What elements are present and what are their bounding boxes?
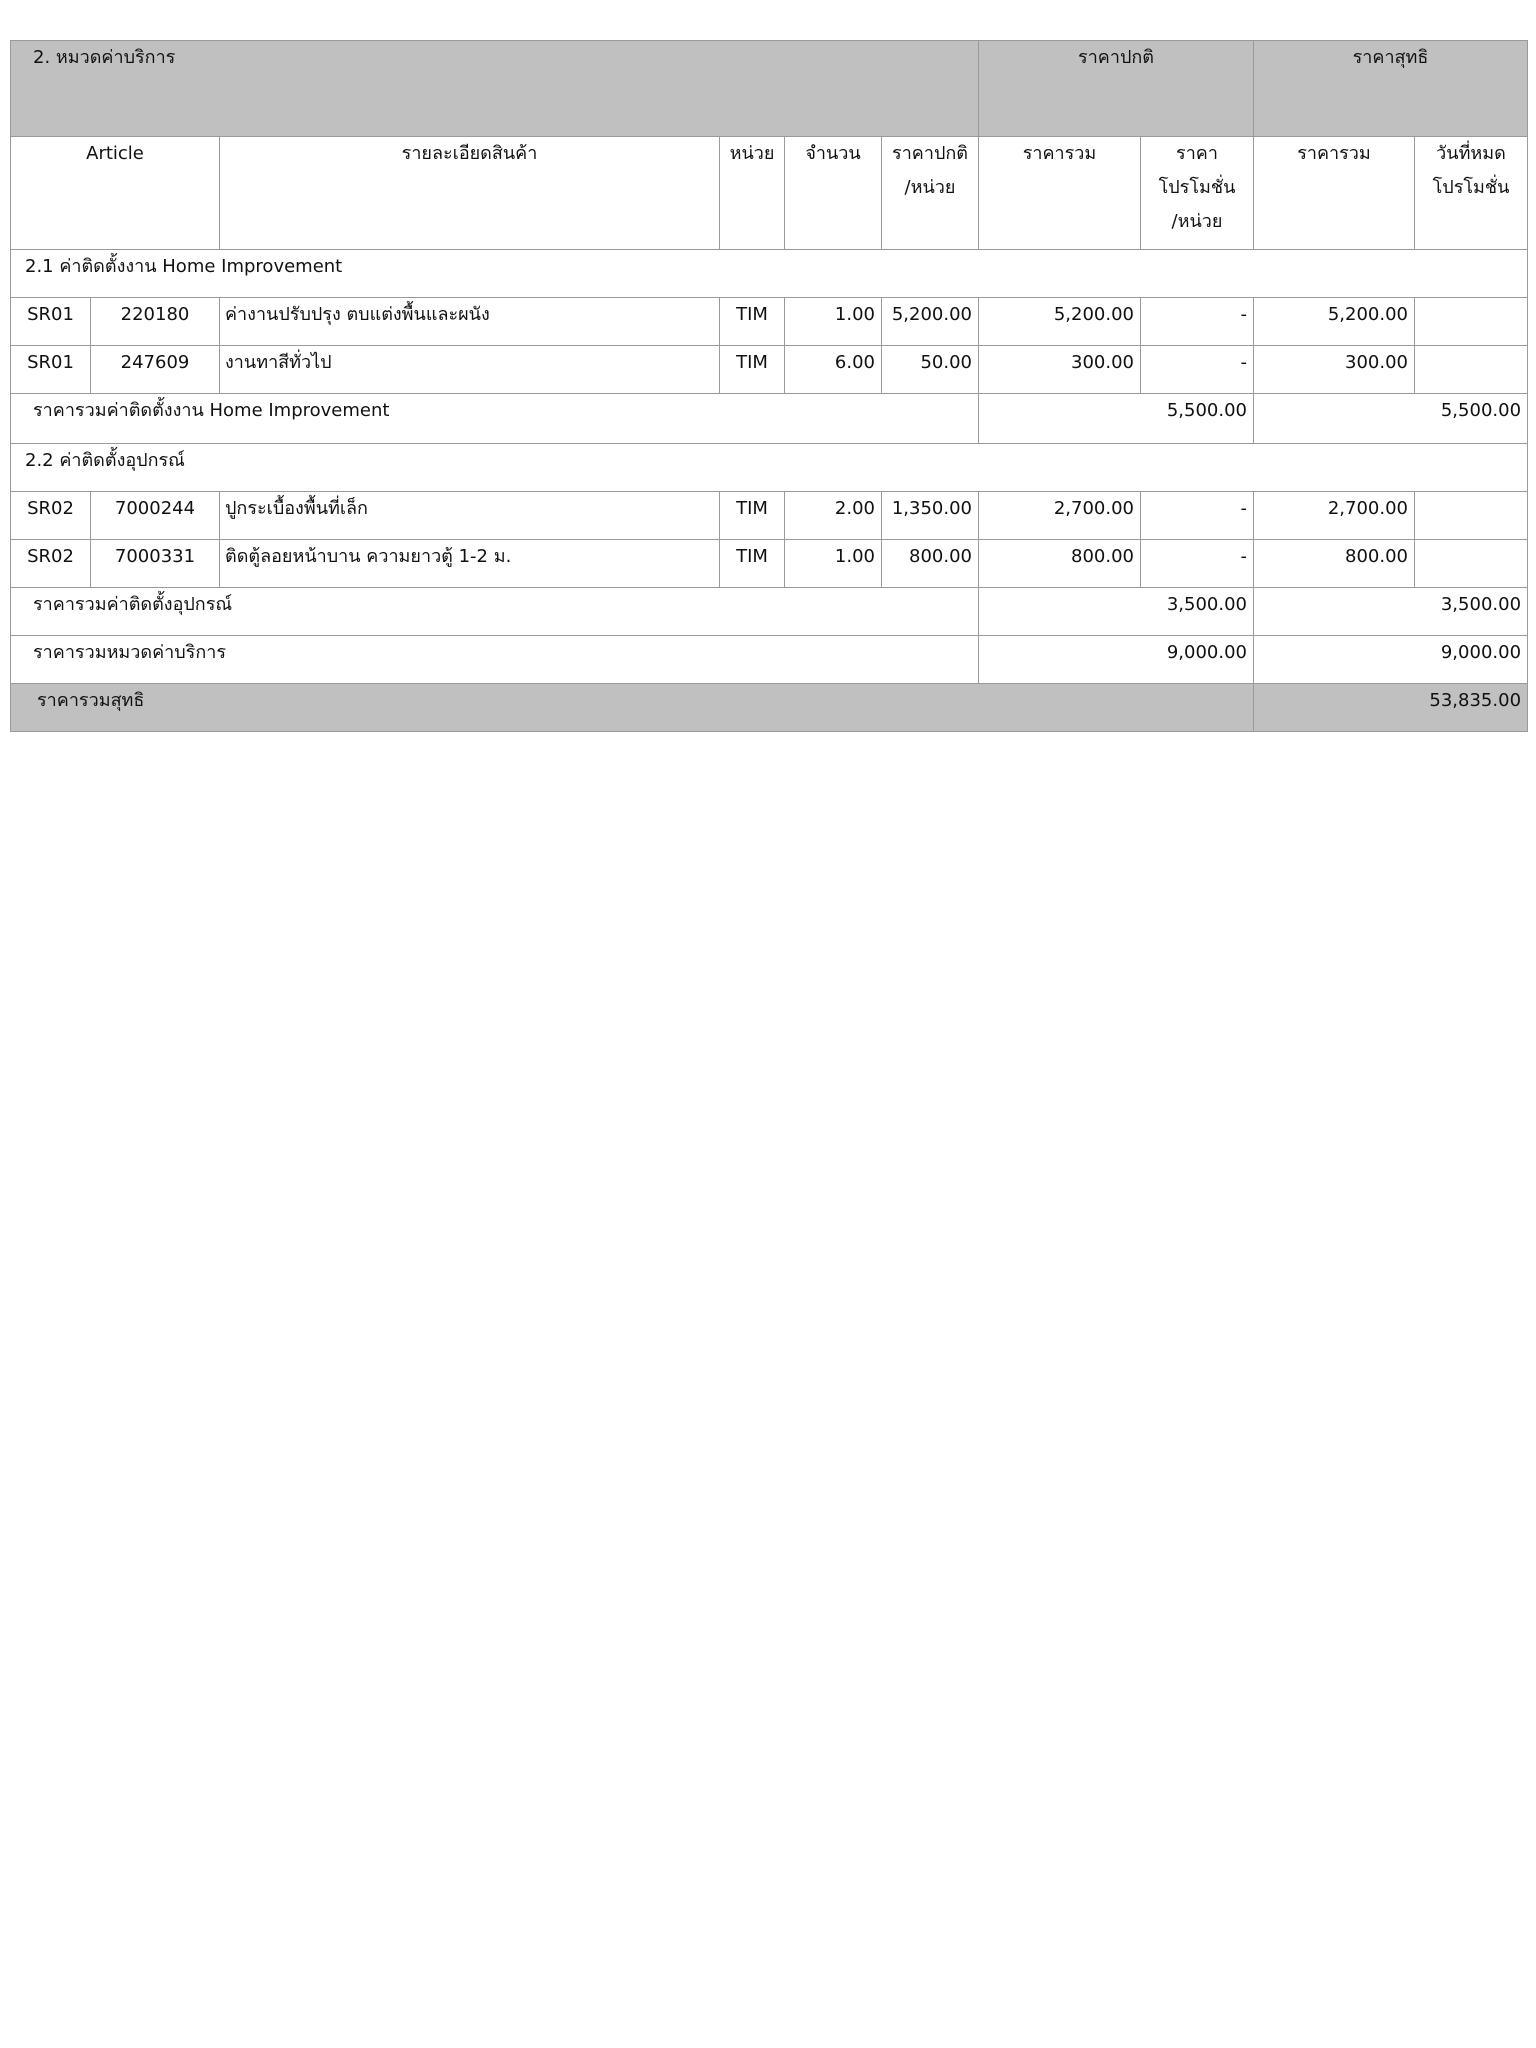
net-price-group-header: ราคาสุทธิ	[1254, 41, 1528, 137]
item-unit-price: 5,200.00	[882, 298, 979, 346]
service-quotation-table	[10, 40, 1528, 732]
column-header-regular-total: ราคารวม	[979, 137, 1141, 250]
item-total: 300.00	[979, 346, 1141, 394]
group-title-row	[11, 250, 1528, 298]
item-promo-end	[1415, 492, 1528, 540]
column-header-description: รายละเอียดสินค้า	[220, 137, 720, 250]
item-unit-price: 1,350.00	[882, 492, 979, 540]
item-total: 800.00	[979, 540, 1141, 588]
item-quantity: 2.00	[785, 492, 882, 540]
item-promo-price: -	[1141, 298, 1254, 346]
column-header-promo-end-date: วันที่หมด โปรโมชั่น	[1415, 137, 1528, 250]
regular-price-group-header: ราคาปกติ	[979, 41, 1254, 137]
item-code: SR02	[11, 492, 91, 540]
group-title-row	[11, 444, 1528, 492]
item-article: 220180	[91, 298, 220, 346]
subtotal-row	[11, 588, 1528, 636]
item-unit-price: 50.00	[882, 346, 979, 394]
subtotal-regular: 5,500.00	[979, 394, 1254, 444]
item-unit-price: 800.00	[882, 540, 979, 588]
subtotal-net: 3,500.00	[1254, 588, 1528, 636]
column-header-promo-unit-price: ราคา โปรโมชั่น /หน่วย	[1141, 137, 1254, 250]
table-row	[11, 540, 1528, 588]
item-promo-end	[1415, 540, 1528, 588]
item-promo-price: -	[1141, 540, 1254, 588]
subtotal-net: 5,500.00	[1254, 394, 1528, 444]
item-article: 247609	[91, 346, 220, 394]
item-unit: TIM	[720, 346, 785, 394]
item-quantity: 1.00	[785, 540, 882, 588]
item-description: ติดตู้ลอยหน้าบาน ความยาวตู้ 1-2 ม.	[220, 540, 720, 588]
item-net-total: 300.00	[1254, 346, 1415, 394]
item-description: ค่างานปรับปรุง ตบแต่งพื้นและผนัง	[220, 298, 720, 346]
subtotal-regular: 3,500.00	[979, 588, 1254, 636]
item-unit: TIM	[720, 492, 785, 540]
item-article: 7000331	[91, 540, 220, 588]
item-total: 2,700.00	[979, 492, 1141, 540]
subtotal-label: ราคารวมค่าติดตั้งอุปกรณ์	[11, 588, 979, 636]
item-code: SR01	[11, 346, 91, 394]
category-total-label: ราคารวมหมวดค่าบริการ	[11, 636, 979, 684]
table-row	[11, 346, 1528, 394]
item-total: 5,200.00	[979, 298, 1141, 346]
column-header-regular-unit-price: ราคาปกติ /หน่วย	[882, 137, 979, 250]
item-promo-end	[1415, 298, 1528, 346]
group-title: 2.2 ค่าติดตั้งอุปกรณ์	[11, 444, 1528, 492]
category-total-regular: 9,000.00	[979, 636, 1254, 684]
column-header-quantity: จำนวน	[785, 137, 882, 250]
item-net-total: 2,700.00	[1254, 492, 1415, 540]
item-unit: TIM	[720, 540, 785, 588]
section-title: 2. หมวดค่าบริการ	[11, 41, 979, 137]
section-header-row	[11, 41, 1528, 137]
item-promo-end	[1415, 346, 1528, 394]
item-promo-price: -	[1141, 492, 1254, 540]
subtotal-row	[11, 394, 1528, 444]
category-total-row	[11, 636, 1528, 684]
column-header-row	[11, 137, 1528, 250]
item-code: SR02	[11, 540, 91, 588]
grand-total-value: 53,835.00	[1254, 684, 1528, 732]
item-code: SR01	[11, 298, 91, 346]
item-net-total: 5,200.00	[1254, 298, 1415, 346]
table-row	[11, 298, 1528, 346]
group-title: 2.1 ค่าติดตั้งงาน Home Improvement	[11, 250, 1528, 298]
grand-total-label: ราคารวมสุทธิ	[11, 684, 1254, 732]
item-description: ปูกระเบื้องพื้นที่เล็ก	[220, 492, 720, 540]
item-article: 7000244	[91, 492, 220, 540]
column-header-article: Article	[11, 137, 220, 250]
category-total-net: 9,000.00	[1254, 636, 1528, 684]
grand-total-row	[11, 684, 1528, 732]
column-header-net-total: ราคารวม	[1254, 137, 1415, 250]
item-promo-price: -	[1141, 346, 1254, 394]
item-quantity: 1.00	[785, 298, 882, 346]
item-net-total: 800.00	[1254, 540, 1415, 588]
subtotal-label: ราคารวมค่าติดตั้งงาน Home Improvement	[11, 394, 979, 444]
table-row	[11, 492, 1528, 540]
item-description: งานทาสีทั่วไป	[220, 346, 720, 394]
item-quantity: 6.00	[785, 346, 882, 394]
item-unit: TIM	[720, 298, 785, 346]
column-header-unit: หน่วย	[720, 137, 785, 250]
